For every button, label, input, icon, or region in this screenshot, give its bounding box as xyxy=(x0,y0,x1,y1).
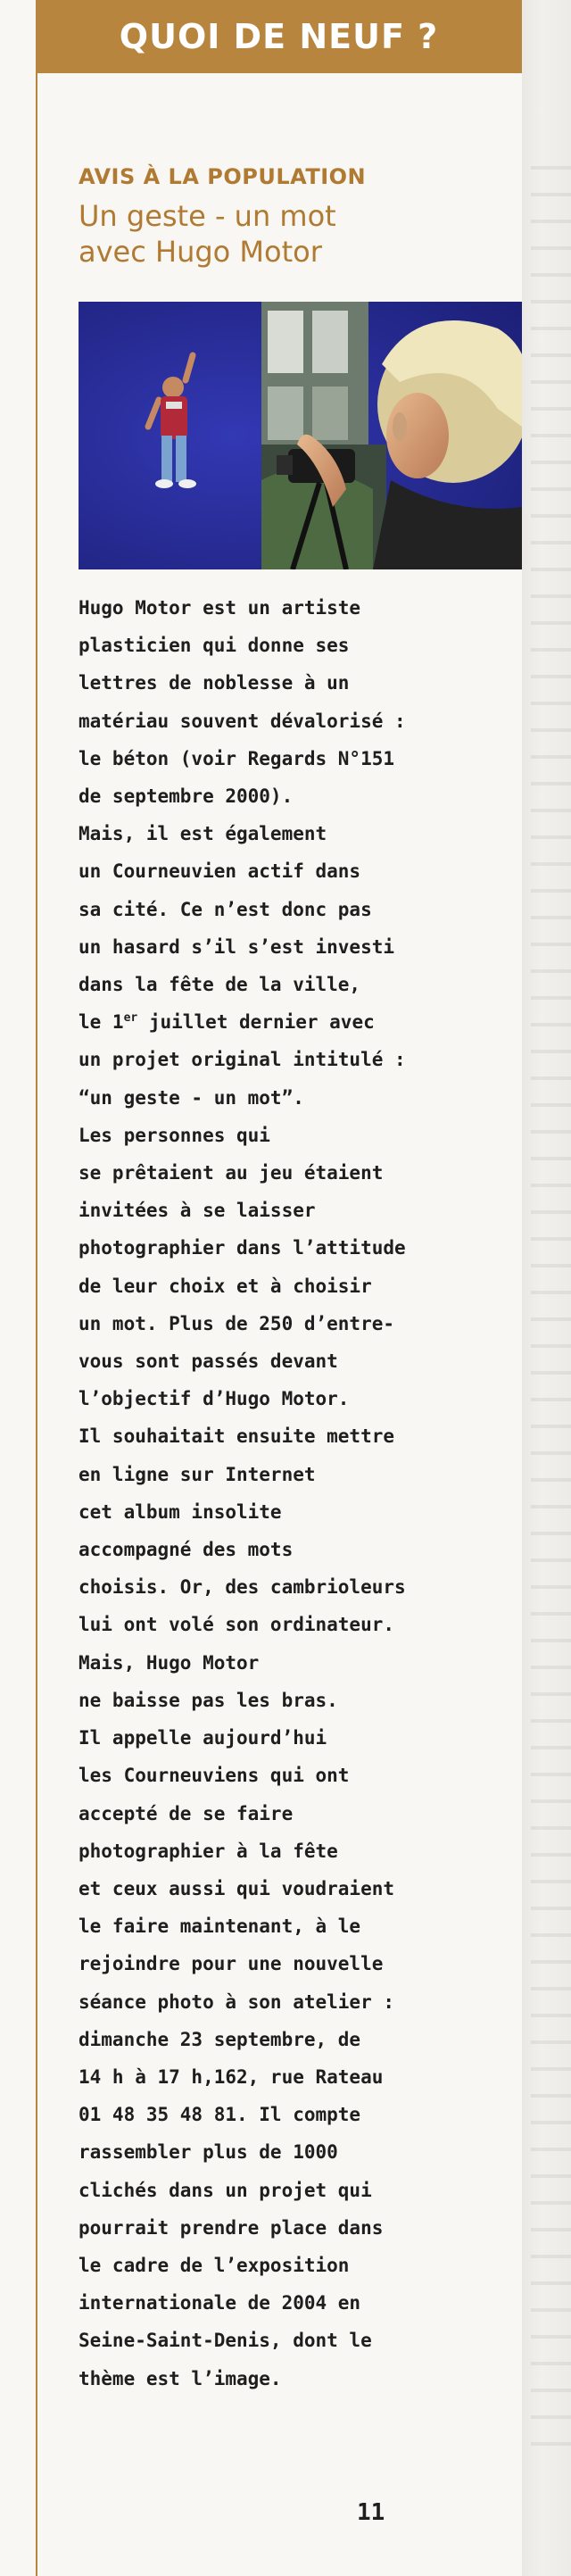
article-line: dimanche 23 septembre, de xyxy=(79,2028,361,2050)
section-banner xyxy=(36,0,522,73)
article-line: Mais, il est également xyxy=(79,823,327,845)
article-line: “un geste - un mot”. xyxy=(79,1086,304,1109)
section-title: QUOI DE NEUF ? xyxy=(119,17,439,56)
article-line: le faire maintenant, à le xyxy=(79,1915,361,1938)
article-line: un Courneuvien actif dans xyxy=(79,860,361,883)
article-line: photographier à la fête xyxy=(79,1840,338,1862)
article-line-with-superscript xyxy=(79,1003,453,1041)
article-line: sa cité. Ce n’est donc pas xyxy=(79,898,372,920)
headline-line-2: avec Hugo Motor xyxy=(79,235,322,269)
article-line: séance photo à son atelier : xyxy=(79,1990,395,2013)
article-line: 14 h à 17 h,162, rue Rateau xyxy=(79,2065,384,2088)
article-line: le cadre de l’exposition xyxy=(79,2254,350,2276)
article-body xyxy=(79,589,453,2397)
article-line: dans la fête de la ville, xyxy=(79,974,361,996)
article-photo xyxy=(79,302,522,569)
article-line: invitées à se laisser xyxy=(79,1200,316,1222)
article-line: Il appelle aujourd’hui xyxy=(79,1727,327,1749)
article-line: les Courneuviens qui ont xyxy=(79,1765,350,1787)
article-line: clichés dans un projet qui xyxy=(79,2179,372,2201)
article-line: rejoindre pour une nouvelle xyxy=(79,1953,384,1975)
article-line: Les personnes qui xyxy=(79,1124,270,1146)
article-line: lui ont volé son ordinateur. xyxy=(79,1614,395,1636)
article-line: choisis. Or, des cambrioleurs xyxy=(79,1576,406,1599)
ordinal-superscript: er xyxy=(123,1011,138,1026)
article-line: cet album insolite xyxy=(79,1500,282,1523)
article-line: Hugo Motor est un artiste xyxy=(79,597,361,619)
line-part: le 1 xyxy=(79,1011,124,1034)
article-line: accepté de se faire xyxy=(79,1802,294,1824)
article-line: rassembler plus de 1000 xyxy=(79,2141,338,2164)
article-line: internationale de 2004 en xyxy=(79,2292,361,2314)
article-line: accompagné des mots xyxy=(79,1539,294,1561)
article-line: thème est l’image. xyxy=(79,2367,282,2389)
article-line: lettres de noblesse à un xyxy=(79,672,350,694)
article-line: Il souhaitait ensuite mettre xyxy=(79,1425,395,1448)
article-line: de septembre 2000). xyxy=(79,785,294,808)
article-line: 01 48 35 48 81. Il compte xyxy=(79,2104,361,2126)
article-headline xyxy=(79,198,489,270)
article-line: Seine-Saint-Denis, dont le xyxy=(79,2330,372,2352)
article-line: l’objectif d’Hugo Motor. xyxy=(79,1388,350,1410)
article-line: pourrait prendre place dans xyxy=(79,2216,384,2239)
article-line: et ceux aussi qui voudraient xyxy=(79,1877,395,1899)
adjacent-page-text-shadow xyxy=(531,143,571,2464)
article-line: le béton (voir Regards N°151 xyxy=(79,747,395,769)
article-line: matériau souvent dévalorisé : xyxy=(79,710,406,732)
photo-illustration xyxy=(79,302,522,569)
article-line: un mot. Plus de 250 d’entre- xyxy=(79,1312,395,1334)
article-line: plasticien qui donne ses xyxy=(79,635,350,657)
line-part: juillet dernier avec xyxy=(137,1011,375,1034)
article-line: en ligne sur Internet xyxy=(79,1463,316,1485)
article-line: photographier dans l’attitude xyxy=(79,1237,406,1259)
article-line: un hasard s’il s’est investi xyxy=(79,935,395,958)
page-number: 11 xyxy=(357,2499,385,2526)
article-line: vous sont passés devant xyxy=(79,1350,338,1373)
article-line: Mais, Hugo Motor xyxy=(79,1651,260,1674)
article-line: ne baisse pas les bras. xyxy=(79,1689,338,1711)
article-line: de leur choix et à choisir xyxy=(79,1275,372,1297)
article-line: un projet original intitulé : xyxy=(79,1049,406,1071)
article-kicker: AVIS À LA POPULATION xyxy=(79,164,367,189)
article-line: se prêtaient au jeu étaient xyxy=(79,1162,384,1184)
vertical-rule xyxy=(36,73,37,2576)
headline-line-1: Un geste - un mot xyxy=(79,199,336,233)
